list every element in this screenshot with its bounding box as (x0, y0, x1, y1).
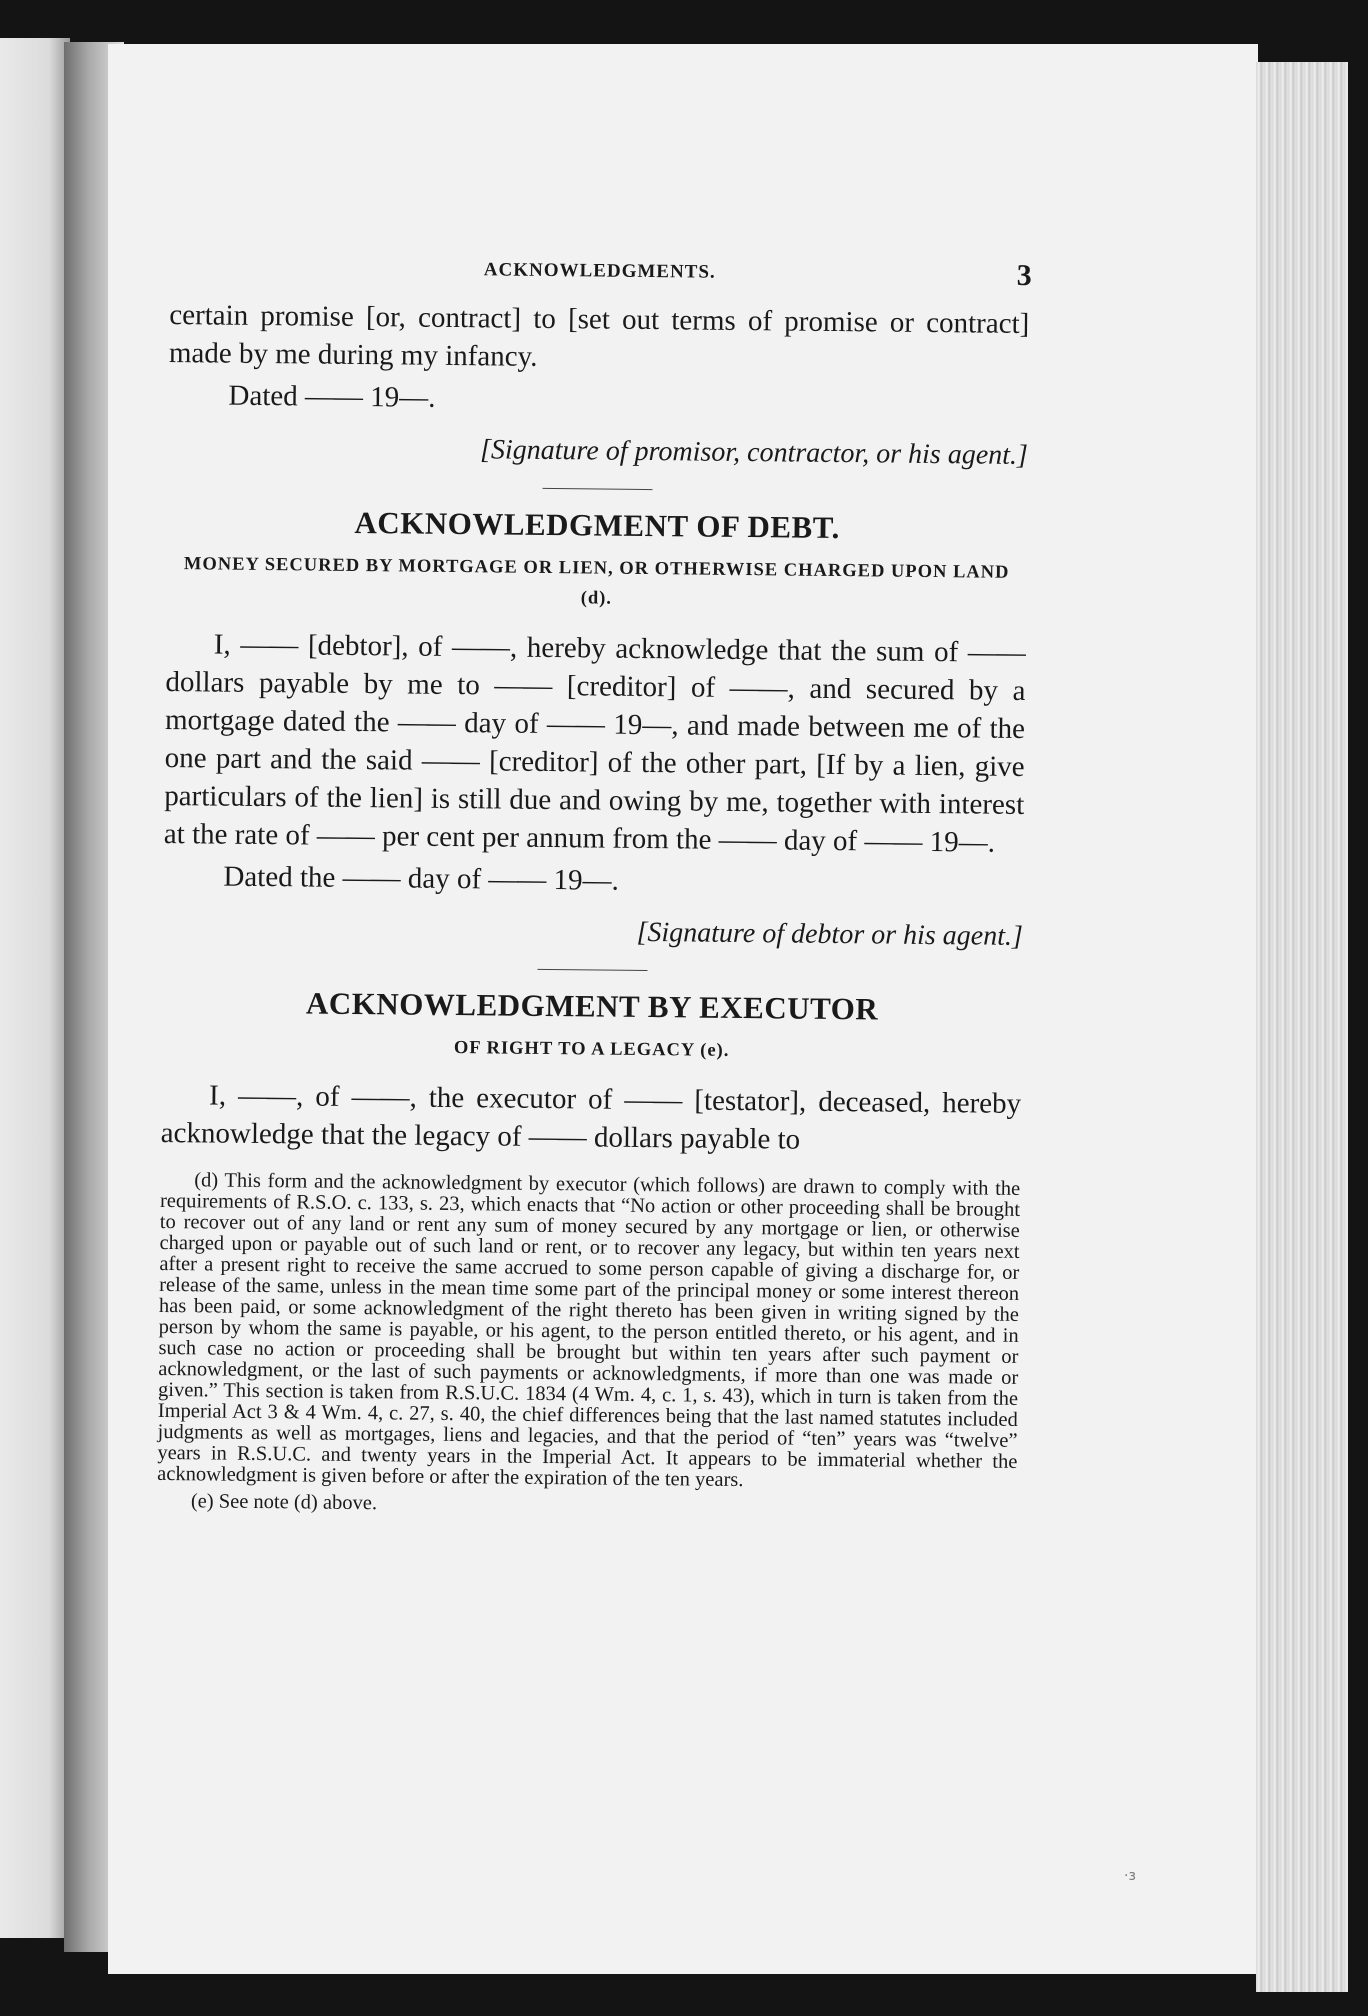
ink-speck: ·ɜ (1124, 1868, 1136, 1884)
footnotes (157, 1170, 1021, 1521)
page-number: 3 (1016, 258, 1032, 293)
infancy-form-signature: [Signature of promisor, contractor, or his agent.] (479, 434, 1029, 471)
footnote-d: (d) This form and the acknowledgment by executor (which follows) are drawn to comply with the requirements of R.S.O. c. 133, s. 23, which enacts that “No action or other proceeding shall be brought to recover out of any land or rent any sum of money secured by any mortgage or lien, or otherwise charged upon or payable out of such land or rent, or to recover any legacy, but within ten years next after a present right to receive the same accrued to some person capable of giving a discharge for, or release of the same, unless in the mean time some part of the principal money or some interest thereon has been paid, or some acknowledgment of the right thereto has been given in writing signed by the person by whom the same is payable, or his agent, to the person entitled thereto, or his agent, and in such case no action or proceeding shall be brought but within ten years after such payment or acknowledgment, or the last of such payments or acknowledgments, if more than one was made or given.” This section is taken from R.S.U.C. 1834 (4 Wm. 4, c. 1, s. 43), which in turn is taken from the Imperial Act 3 & 4 Wm. 4, c. 27, s. 40, the chief differences being that the last named statutes included judgments as well as mortgages, liens and legacies, and that the period of “ten” years was “twelve” years in R.S.U.C. and twenty years in the Imperial Act. It appears to be immaterial whether the acknowledgment is given before or after the expiration of the ten years. (157, 1169, 1021, 1492)
executor-section-body: I, ——, of ——, the executor of —— [testator], deceased, hereby acknowledge that the legacy of —— dollars payable to (160, 1079, 1022, 1156)
section-divider (537, 969, 647, 971)
executor-section-subtitle: OF RIGHT TO A LEGACY (e). (453, 1038, 730, 1061)
running-title: ACKNOWLEDGMENTS. (483, 259, 716, 283)
debt-section-subtitle: MONEY SECURED BY MORTGAGE OR LIEN, OR OTHERWISE CHARGED UPON LAND (d). (183, 554, 1010, 609)
page-text (157, 250, 1030, 1521)
page-block-edges (1256, 62, 1348, 1992)
infancy-form-dated: Dated —— 19—. (228, 379, 436, 414)
debt-section-body: I, —— [debtor], of ——, hereby acknowledge that the sum of —— dollars payable by me to —— [creditor] of ——, and secured by a mortgage dated the —— day of —— 19—, and made between me of the one part and the said —— [creditor] of the other part, [If by a lien, give particulars of the lien] is still due and owing by me, together with interest at the rate of —— per cent per annum from the —— day of —— 19—. (163, 628, 1026, 859)
running-head (170, 250, 1030, 299)
debt-section-dated: Dated the —— day of —— 19—. (223, 860, 620, 897)
debt-section-signature: [Signature of debtor or his agent.] (636, 916, 1024, 952)
section-divider (543, 488, 653, 490)
infancy-form-continuation: certain promise [or, contract] to [set out terms of promise or contract] made by me during my infancy. (168, 298, 1030, 373)
debt-section-title: ACKNOWLEDGMENT OF DEBT. (354, 504, 841, 546)
facing-page-edge (0, 38, 70, 1938)
footnote-e: (e) See note (d) above. (190, 1490, 378, 1515)
executor-section-title: ACKNOWLEDGMENT BY EXECUTOR (305, 985, 879, 1027)
